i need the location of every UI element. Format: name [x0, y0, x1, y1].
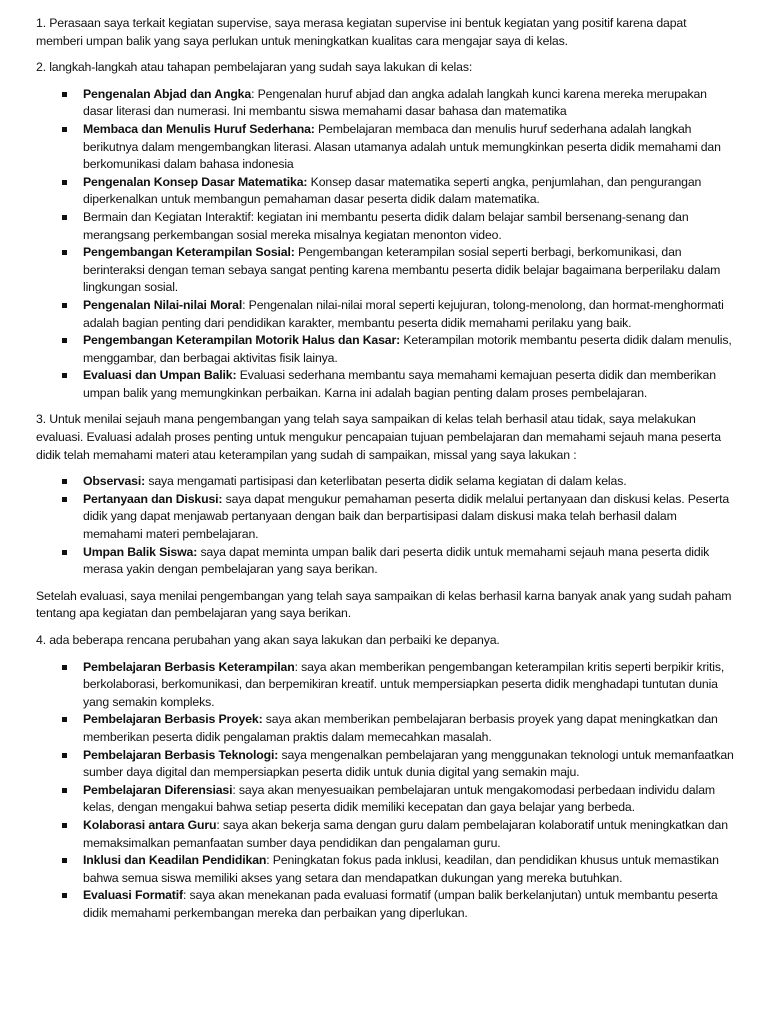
list-item	[83, 544, 736, 579]
item-text: : Pengenalan huruf abjad dan angka adalah langkah kunci karena mereka merupakan dasar literasi dan numerasi. Ini membantu siswa memahami dasar bahasa dan matematika	[83, 86, 707, 119]
item-term: Membaca dan Menulis Huruf Sederhana:	[83, 121, 315, 136]
item-term: Kolaborasi antara Guru	[83, 817, 217, 832]
list-item	[83, 491, 736, 544]
list-item	[83, 747, 736, 782]
item-text: : Pengenalan nilai-nilai moral seperti kejujuran, tolong-menolong, dan hormat-menghormati adalah bagian penting dari pendidikan karakter, membantu peserta didik memahami perilaku yang baik.	[83, 297, 724, 330]
paragraph-evaluation-result: Setelah evaluasi, saya menilai pengembangan yang telah saya sampaikan di kelas berhasil karna banyak anak yang sudah paham tentang apa kegiatan dan pembelajaran yang saya berikan.	[36, 588, 732, 621]
item-text: Pembelajaran membaca dan menulis huruf sederhana adalah langkah berikutnya dalam mengembangkan literasi. Alasan utamanya adalah untuk memungkinkan peserta didik memahami dan berkomunikasi dalam bahasa indonesia	[83, 121, 721, 172]
list-item	[83, 86, 736, 121]
item-text: saya mengenalkan pembelajaran yang menggunakan teknologi untuk memanfaatkan sumber daya digital dan mempersiapkan peserta didik untuk dunia digital yang semakin maju.	[83, 747, 734, 780]
item-term: Pembelajaran Diferensiasi	[83, 782, 233, 797]
list-item	[83, 244, 736, 297]
paragraph-supervision-feelings: 1. Perasaan saya terkait kegiatan supervise, saya merasa kegiatan supervise ini bentuk kegiatan yang positif karena dapat memberi umpan balik yang saya perlukan untuk meningkatkan kualitas cara mengajar saya di kelas.	[36, 16, 687, 48]
document-page	[36, 15, 736, 932]
item-term: Pengembangan Keterampilan Sosial:	[83, 245, 295, 260]
item-term: Pengembangan Keterampilan Motorik Halus dan Kasar:	[83, 333, 401, 348]
item-term: Umpan Balik Siswa:	[83, 544, 198, 559]
item-text: : Peningkatan fokus pada inklusi, keadilan, dan pendidikan khusus untuk memastikan bahwa semua siswa memiliki akses yang setara dan mendapatkan dukungan yang mereka butuhkan.	[83, 853, 719, 885]
list-item	[83, 473, 736, 491]
item-text: Keterampilan motorik membantu peserta didik dalam menulis, menggambar, dan berbagai aktivitas fisik lainya.	[83, 333, 732, 365]
list-item	[83, 817, 736, 852]
item-term: Observasi:	[83, 474, 146, 489]
item-text: saya dapat meminta umpan balik dari peserta didik untuk memahami sejauh mana peserta didik merasa yakin dengan pembelajaran yang saya berikan.	[83, 544, 710, 577]
list-item	[83, 659, 736, 712]
list-item	[83, 209, 736, 244]
item-text: saya akan memberikan pembelajaran berbasis proyek yang dapat meningkatkan dan memberikan peserta didik pengalaman praktis dalam memecahkan masalah.	[83, 712, 718, 744]
paragraph-change-plans-intro: 4. ada beberapa rencana perubahan yang akan saya lakukan dan perbaiki ke depanya.	[36, 633, 500, 647]
list-item	[83, 174, 736, 209]
list-item	[83, 887, 736, 922]
list-item	[83, 332, 736, 367]
item-text: Pengembangan keterampilan sosial seperti berbagi, berkomunikasi, dan berinteraksi dengan teman sebaya sangat penting karena membantu peserta didik belajar bagaimana berperilaku dalam lingkungan sosial.	[83, 245, 721, 295]
item-text: Bermain dan Kegiatan Interaktif: kegiatan ini membantu peserta didik dalam belajar sambil bersenang-senang dan merangsang perkembangan sosial mereka misalnya kegiatan menonton video.	[83, 209, 689, 242]
item-text: : saya akan menekanan pada evaluasi formatif (umpan balik berkelanjutan) untuk membantu peserta didik memahami perkembangan mereka dan perbaikan yang diperlukan.	[83, 888, 718, 920]
evaluation-methods-list	[36, 473, 736, 579]
list-item	[83, 782, 736, 817]
list-item	[83, 121, 736, 174]
item-term: Pembelajaran Berbasis Proyek:	[83, 712, 263, 727]
item-term: Pengenalan Abjad dan Angka	[83, 86, 252, 101]
item-text: saya mengamati partisipasi dan keterlibatan peserta didik selama kegiatan di dalam kelas.	[145, 474, 627, 489]
paragraph-evaluation-intro: 3. Untuk menilai sejauh mana pengembangan yang telah saya sampaikan di kelas telah berhasil atau tidak, saya melakukan evaluasi. Evaluasi adalah proses penting untuk mengukur pencapaian tujuan pembelajaran dan memahami sejauh mana peserta didik telah memahami materi atau keterampilan yang sudah di sampaikan, missal yang saya lakukan :	[36, 412, 721, 462]
item-term: Inklusi dan Keadilan Pendidikan	[83, 853, 267, 868]
item-term: Pengenalan Konsep Dasar Matematika:	[83, 174, 308, 189]
item-text: saya dapat mengukur pemahaman peserta didik melalui pertanyaan dan diskusi kelas. Peserta didik yang dapat menjawab pertanyaan dengan baik dan berpartisipasi dalam diskusi maka telah berhasil dalam memahami materi pembelajaran.	[83, 491, 730, 542]
item-text: Evaluasi sederhana membantu saya memahami kemajuan peserta didik dan memberikan umpan balik yang memungkinkan perbaikan. Karna ini adalah bagian penting dalam proses pembelajaran.	[83, 368, 716, 400]
item-term: Pembelajaran Berbasis Teknologi:	[83, 747, 279, 762]
item-term: Evaluasi Formatif	[83, 888, 183, 903]
item-text: Konsep dasar matematika seperti angka, penjumlahan, dan pengurangan diperkenalkan untuk membangun pemahaman dasar peserta didik dalam matematika.	[83, 174, 702, 207]
list-item	[83, 852, 736, 887]
item-text: : saya akan bekerja sama dengan guru dalam pembelajaran kolaboratif untuk meningkatkan dan memaksimalkan pemanfaatan sumber daya pendidikan dan pengalaman guru.	[83, 817, 728, 850]
item-text: : saya akan memberikan pengembangan keterampilan kritis seperti berpikir kritis, berkolaborasi, berkomunikasi, dan berpemikiran kreatif. untuk mempersiapkan peserta didik menghadapi tuntutan dunia yang semakin kompleks.	[83, 659, 725, 709]
item-term: Evaluasi dan Umpan Balik:	[83, 368, 237, 383]
list-item	[83, 711, 736, 746]
item-term: Pengenalan Nilai-nilai Moral	[83, 297, 243, 312]
item-term: Pembelajaran Berbasis Keterampilan	[83, 659, 295, 674]
paragraph-learning-steps-intro: 2. langkah-langkah atau tahapan pembelajaran yang sudah saya lakukan di kelas:	[36, 60, 473, 75]
list-item	[83, 367, 736, 402]
learning-steps-list	[36, 86, 736, 403]
list-item	[83, 297, 736, 332]
item-term: Pertanyaan dan Diskusi:	[83, 491, 223, 506]
item-text: : saya akan menyesuaikan pembelajaran untuk mengakomodasi perbedaan individu dalam kelas, dengan mengakui bahwa setiap peserta didik memiliki kecepatan dan gaya belajar yang berbeda.	[83, 782, 715, 815]
change-plans-list	[36, 659, 736, 923]
